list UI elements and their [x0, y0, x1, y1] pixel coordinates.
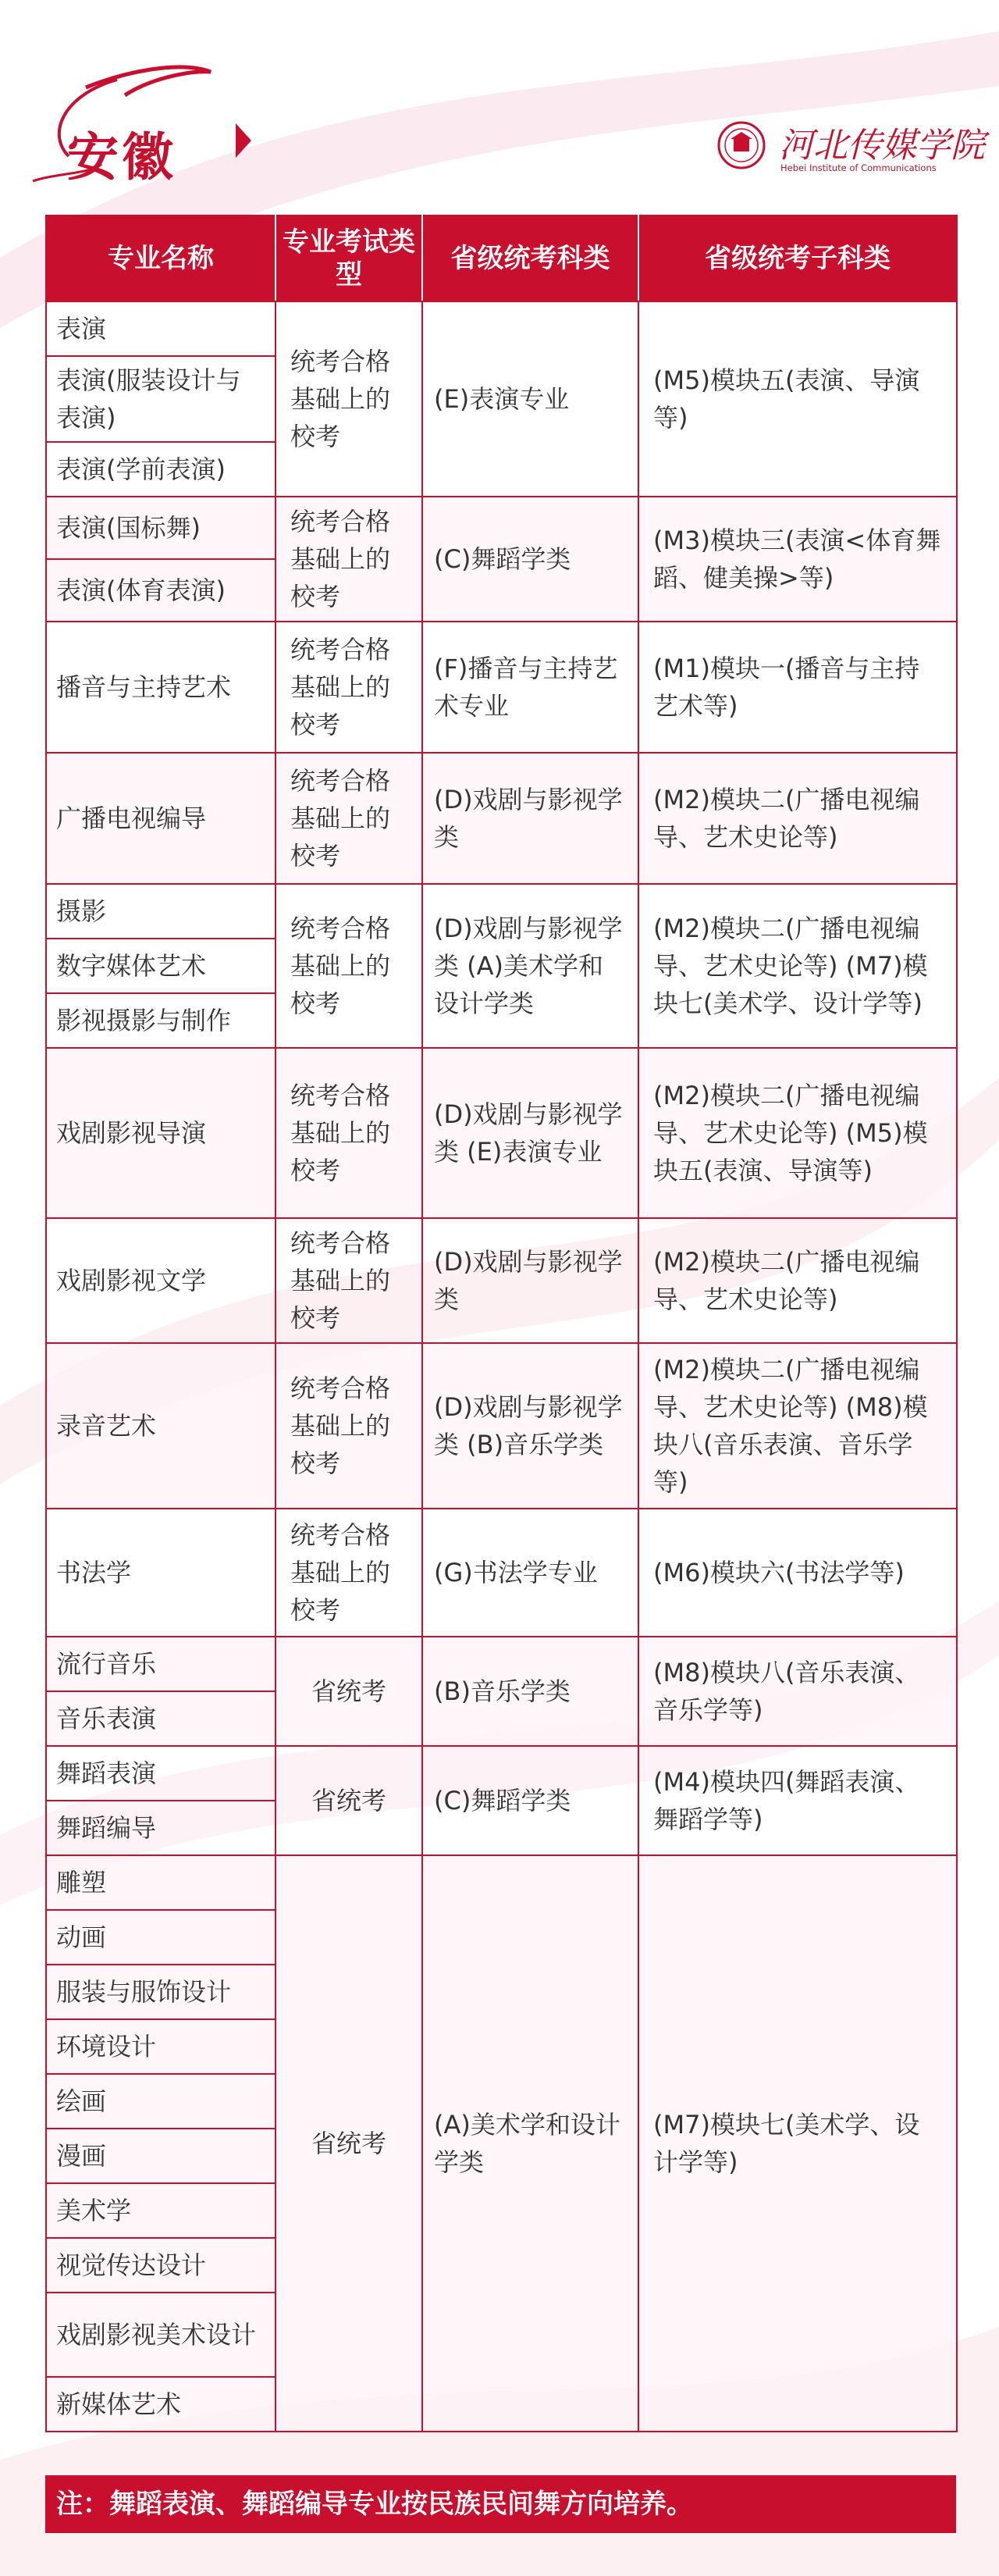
major-cell: 影视摄影与制作 — [46, 993, 276, 1048]
major-cell: 表演(体育表演) — [46, 559, 276, 622]
major-cell: 数字媒体艺术 — [46, 939, 276, 993]
exam-type-cell: 省统考 — [276, 1855, 422, 2432]
category-cell: (E)表演专业 — [422, 301, 638, 497]
table-row — [46, 753, 957, 884]
header-category: 省级统考科类 — [422, 216, 638, 301]
region-title: 安徽 — [67, 127, 176, 187]
table-row — [46, 884, 957, 939]
major-cell: 绘画 — [46, 2074, 276, 2129]
category-cell: (D)戏剧与影视学类 (E)表演专业 — [422, 1048, 638, 1218]
category-cell: (D)戏剧与影视学类 — [422, 753, 638, 884]
exam-type-cell: 省统考 — [276, 1637, 422, 1746]
header-exam-type: 专业考试类型 — [276, 216, 422, 301]
subcategory-cell: (M2)模块二(广播电视编导、艺术史论等) (M8)模块八(音乐表演、音乐学等) — [638, 1343, 957, 1509]
exam-type-cell: 统考合格基础上的校考 — [276, 1343, 422, 1509]
major-cell: 录音艺术 — [46, 1343, 276, 1509]
school-name-cn: 河北传媒学院 — [779, 126, 985, 166]
page-header — [0, 0, 999, 211]
category-cell: (A)美术学和设计学类 — [422, 1855, 638, 2432]
table-row — [46, 301, 957, 356]
majors-table — [45, 215, 958, 2432]
exam-type-cell: 统考合格基础上的校考 — [276, 1048, 422, 1218]
school-seal-icon — [716, 120, 766, 170]
major-cell: 流行音乐 — [46, 1637, 276, 1691]
table-row — [46, 1637, 957, 1691]
major-cell: 动画 — [46, 1910, 276, 1965]
category-cell: (G)书法学专业 — [422, 1509, 638, 1637]
exam-type-cell: 统考合格基础上的校考 — [276, 1218, 422, 1343]
exam-type-cell: 统考合格基础上的校考 — [276, 497, 422, 622]
exam-type-cell: 统考合格基础上的校考 — [276, 622, 422, 753]
major-cell: 美术学 — [46, 2183, 276, 2238]
category-cell: (C)舞蹈学类 — [422, 497, 638, 622]
major-cell: 表演(服装设计与表演) — [46, 356, 276, 442]
majors-table-wrap — [45, 215, 956, 2432]
table-header-row — [46, 216, 957, 301]
header-subcategory: 省级统考子科类 — [638, 216, 957, 301]
subcategory-cell: (M7)模块七(美术学、设计学等) — [638, 1855, 957, 2432]
major-cell: 表演(国标舞) — [46, 497, 276, 559]
subcategory-cell: (M2)模块二(广播电视编导、艺术史论等) — [638, 753, 957, 884]
table-row — [46, 1855, 957, 1910]
major-cell: 播音与主持艺术 — [46, 622, 276, 753]
exam-type-cell: 统考合格基础上的校考 — [276, 753, 422, 884]
school-logo — [716, 116, 985, 178]
table-row — [46, 1343, 957, 1509]
major-cell: 视觉传达设计 — [46, 2238, 276, 2293]
major-cell: 表演 — [46, 301, 276, 356]
major-cell: 广播电视编导 — [46, 753, 276, 884]
category-cell: (D)戏剧与影视学类 (A)美术学和设计学类 — [422, 884, 638, 1048]
major-cell: 表演(学前表演) — [46, 442, 276, 497]
footnote-banner: 注：舞蹈表演、舞蹈编导专业按民族民间舞方向培养。 — [45, 2475, 956, 2533]
category-cell: (D)戏剧与影视学类 (B)音乐学类 — [422, 1343, 638, 1509]
table-row — [46, 622, 957, 753]
exam-type-cell: 统考合格基础上的校考 — [276, 884, 422, 1048]
header-major: 专业名称 — [46, 216, 276, 301]
exam-type-cell: 统考合格基础上的校考 — [276, 1509, 422, 1637]
subcategory-cell: (M8)模块八(音乐表演、音乐学等) — [638, 1637, 957, 1746]
table-row — [46, 1218, 957, 1343]
subcategory-cell: (M2)模块二(广播电视编导、艺术史论等) — [638, 1218, 957, 1343]
exam-type-cell: 省统考 — [276, 1746, 422, 1855]
category-cell: (D)戏剧与影视学类 — [422, 1218, 638, 1343]
major-cell: 戏剧影视文学 — [46, 1218, 276, 1343]
subcategory-cell: (M6)模块六(书法学等) — [638, 1509, 957, 1637]
major-cell: 漫画 — [46, 2129, 276, 2183]
subcategory-cell: (M3)模块三(表演<体育舞蹈、健美操>等) — [638, 497, 957, 622]
major-cell: 服装与服饰设计 — [46, 1965, 276, 2019]
major-cell: 音乐表演 — [46, 1691, 276, 1746]
subcategory-cell: (M5)模块五(表演、导演等) — [638, 301, 957, 497]
subcategory-cell: (M1)模块一(播音与主持艺术等) — [638, 622, 957, 753]
major-cell: 戏剧影视美术设计 — [46, 2293, 276, 2377]
table-row — [46, 1048, 957, 1218]
category-cell: (C)舞蹈学类 — [422, 1746, 638, 1855]
major-cell: 环境设计 — [46, 2019, 276, 2074]
major-cell: 舞蹈编导 — [46, 1801, 276, 1855]
category-cell: (B)音乐学类 — [422, 1637, 638, 1746]
table-row — [46, 1509, 957, 1637]
major-cell: 舞蹈表演 — [46, 1746, 276, 1801]
table-row — [46, 1746, 957, 1801]
major-cell: 书法学 — [46, 1509, 276, 1637]
subcategory-cell: (M2)模块二(广播电视编导、艺术史论等) (M7)模块七(美术学、设计学等) — [638, 884, 957, 1048]
category-cell: (F)播音与主持艺术专业 — [422, 622, 638, 753]
table-row — [46, 497, 957, 559]
subcategory-cell: (M4)模块四(舞蹈表演、舞蹈学等) — [638, 1746, 957, 1855]
exam-type-cell: 统考合格基础上的校考 — [276, 301, 422, 497]
major-cell: 摄影 — [46, 884, 276, 939]
major-cell: 雕塑 — [46, 1855, 276, 1910]
school-name-en: Hebei Institute of Communications — [780, 162, 937, 173]
major-cell: 新媒体艺术 — [46, 2377, 276, 2432]
major-cell: 戏剧影视导演 — [46, 1048, 276, 1218]
subcategory-cell: (M2)模块二(广播电视编导、艺术史论等) (M5)模块五(表演、导演等) — [638, 1048, 957, 1218]
